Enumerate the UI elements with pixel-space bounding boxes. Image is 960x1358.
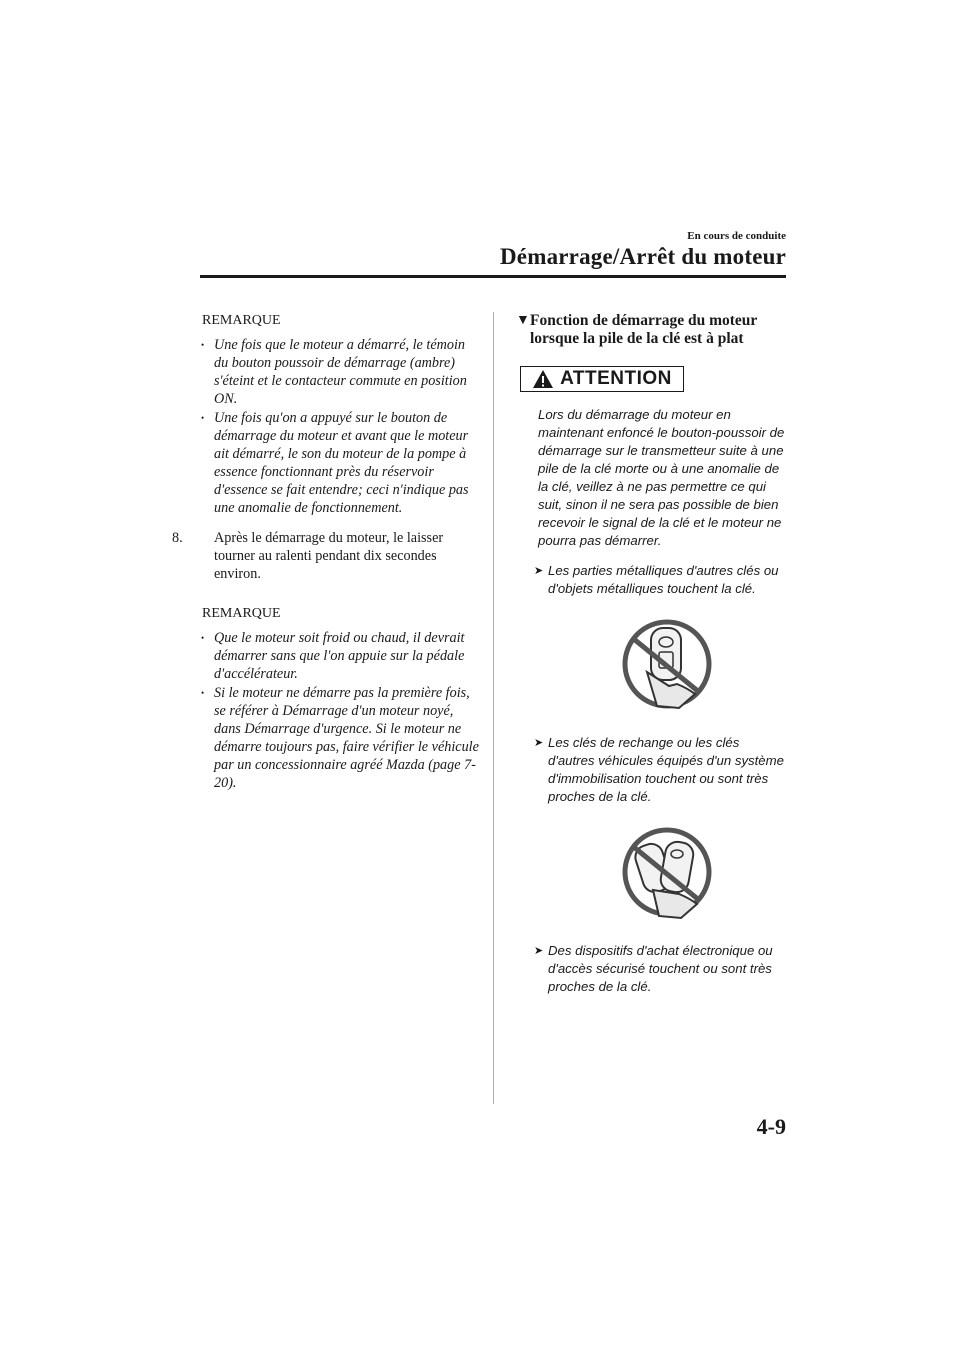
step-8 (172, 529, 482, 583)
condition-text: Les parties métalliques d'autres clés ou d'objets métalliques touchent la clé. (548, 563, 779, 596)
step-text: Après le démarrage du moteur, le laisser tourner au ralenti pendant dix secondes environ. (214, 530, 444, 582)
condition-list (516, 562, 786, 996)
note-list (172, 336, 482, 517)
attention-label: ATTENTION (560, 368, 672, 389)
arrow-bullet-icon: ➤ (534, 565, 544, 577)
condition-text: Les clés de rechange ou les clés d'autres véhicules équipés d'un système d'immobilisation touchent ou sont très proches de la clé. (548, 735, 784, 804)
key-near-other-keys-icon (617, 824, 717, 924)
attention-text: Lors du démarrage du moteur en maintenant enfoncé le bouton-poussoir de démarrage sur le transmetteur suite à une pile de la clé morte ou à une anomalie de la clé, veillez à ne pas permettre ce qui suit, sinon il ne sera pas possible de bien recevoir le signal de la clé et le moteur ne pourra pas démarrer. (538, 407, 785, 548)
attention-box (520, 366, 684, 392)
note-item: • Une fois que le moteur a démarré, le témoin du bouton poussoir de démarrage (ambre) s'éteint et le contacteur commute en position ON. (214, 336, 482, 408)
condition-item (534, 942, 786, 996)
step-number: 8. (172, 530, 183, 546)
condition-item (534, 562, 786, 716)
page-title: Démarrage/Arrêt du moteur (500, 244, 786, 269)
triangle-marker-icon: ▼ (516, 313, 530, 328)
key-touching-metal-icon (617, 616, 717, 716)
note-2 (172, 605, 482, 792)
note-heading: REMARQUE (202, 313, 281, 328)
note-list (172, 629, 482, 792)
note-item: • Une fois qu'on a appuyé sur le bouton de démarrage du moteur et avant que le moteur ait démarré, le son du moteur de la pompe à essence fonctionnant près du réservoir d'essence se fait entendre; ceci n'indique pas une anomalie de fonctionnement. (214, 409, 482, 517)
note-item: • Si le moteur ne démarre pas la première fois, se référer à Démarrage d'un moteur noyé, dans Démarrage d'urgence. Si le moteur ne démarre toujours pas, faire vérifier le véhicule par un concessionnaire agréé Mazda (page 7-20). (214, 684, 482, 792)
page-number: 4-9 (756, 1114, 786, 1139)
arrow-bullet-icon: ➤ (534, 945, 544, 957)
column-divider (493, 312, 494, 1104)
note-heading: REMARQUE (202, 606, 281, 621)
header-section-label: En cours de conduite (687, 230, 786, 242)
right-column (516, 312, 786, 996)
condition-text: Des dispositifs d'achat électronique ou d'accès sécurisé touchent ou sont très proches de la clé. (548, 943, 773, 994)
header-rule (200, 275, 786, 278)
note-item: • Que le moteur soit froid ou chaud, il devrait démarrer sans que l'on appuie sur la pédale d'accélérateur. (214, 629, 482, 683)
section-subheading (516, 312, 786, 348)
left-column (172, 312, 482, 793)
arrow-bullet-icon: ➤ (534, 737, 544, 749)
subheading-text: Fonction de démarrage du moteur lorsque la pile de la clé est à plat (530, 312, 758, 347)
condition-item (534, 734, 786, 924)
warning-icon (532, 369, 554, 389)
